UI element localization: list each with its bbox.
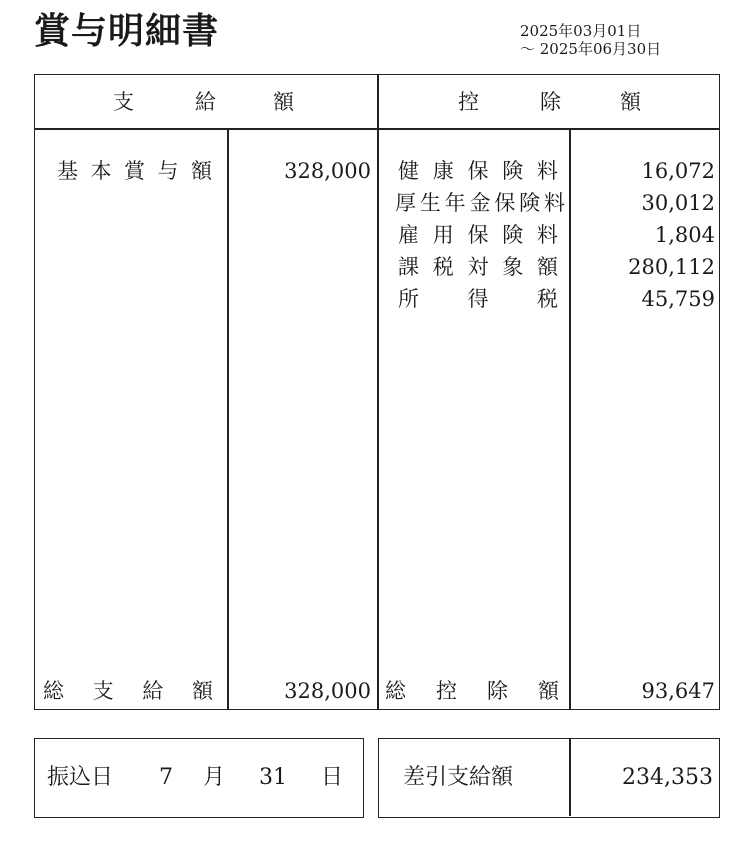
- deduction-item-label: 所得税: [398, 287, 558, 311]
- deductions-header-char-1: 控: [458, 90, 479, 114]
- total-deduction-label: 総控除額: [385, 679, 559, 703]
- transfer-date-label: 振込日: [47, 765, 114, 790]
- net-pay-divider: [569, 739, 571, 816]
- deductions-header: [378, 75, 720, 129]
- net-pay-label: 差引支給額: [403, 765, 514, 790]
- payments-header-char-1: 支: [113, 90, 134, 114]
- payments-column-divider: [227, 128, 229, 709]
- total-deduction-amount: 93,647: [641, 679, 715, 703]
- net-pay-box: [378, 738, 720, 818]
- total-payment-amount: 328,000: [284, 679, 371, 703]
- deduction-item-label: 健康保険料: [398, 159, 558, 183]
- deduction-item-amount: 30,012: [641, 191, 715, 215]
- payments-header: [35, 75, 377, 129]
- deduction-item-amount: 1,804: [654, 223, 715, 247]
- net-pay-amount: 234,353: [622, 765, 713, 790]
- period-end: ～ 2025年06月30日: [520, 40, 662, 58]
- total-payment-label: 総支給額: [43, 679, 213, 703]
- pay-period: [520, 22, 661, 58]
- transfer-day: 31: [259, 765, 287, 790]
- bonus-statement-table: [34, 74, 720, 710]
- deduction-item-label: 課税対象額: [398, 255, 558, 279]
- payments-header-char-3: 額: [273, 90, 294, 114]
- deduction-item-amount: 45,759: [641, 287, 715, 311]
- deduction-item-amount: 280,112: [628, 255, 715, 279]
- payment-item-label: 基本賞与額: [57, 159, 212, 183]
- center-divider: [377, 75, 379, 709]
- transfer-date-box: [34, 738, 364, 818]
- document-title: 賞与明細書: [34, 11, 220, 52]
- transfer-month-unit: 月: [203, 765, 226, 790]
- transfer-day-unit: 日: [321, 765, 344, 790]
- deduction-item-label: 厚生年金保険料: [395, 191, 565, 215]
- payments-header-char-2: 給: [195, 90, 216, 114]
- deductions-header-char-2: 除: [540, 90, 561, 114]
- payment-item-amount: 328,000: [284, 159, 371, 183]
- deductions-column-divider: [569, 128, 571, 709]
- period-start: 2025年03月01日: [520, 22, 642, 40]
- deduction-item-amount: 16,072: [641, 159, 715, 183]
- deductions-header-char-3: 額: [620, 90, 641, 114]
- transfer-month: 7: [159, 765, 173, 790]
- deduction-item-label: 雇用保険料: [398, 223, 558, 247]
